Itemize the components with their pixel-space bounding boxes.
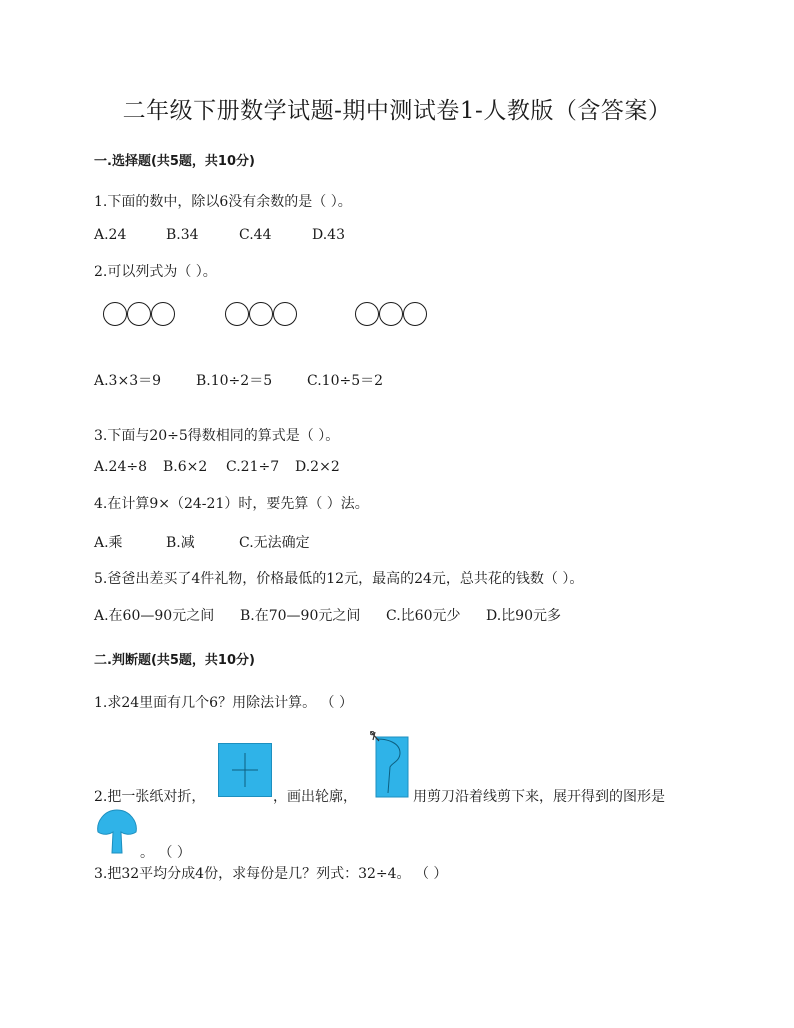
circle-shape [355, 302, 379, 326]
tree-shape-figure [94, 806, 140, 854]
q2-option-a: A.3×3＝9 [94, 373, 162, 389]
q1-option-d: D.43 [312, 227, 345, 243]
circle-group-2 [225, 302, 297, 326]
circle-shape [225, 302, 249, 326]
q5-option-a: A.在60—90元之间 [94, 608, 215, 624]
judgment-question-3: 3.把32平均分成4份，求每份是几？列式：32÷4。 （ ） [94, 866, 448, 882]
q4-option-a: A.乘 [94, 535, 123, 551]
circle-shape [249, 302, 273, 326]
page-title: 二年级下册数学试题-期中测试卷1-人教版（含答案） [122, 98, 672, 124]
question-2: 2.可以列式为（ ）。 [94, 264, 217, 280]
q3-option-b: B.6×2 [163, 459, 208, 475]
q3-option-d: D.2×2 [295, 459, 340, 475]
circle-shape [379, 302, 403, 326]
folded-paper-figure [218, 743, 272, 797]
q5-option-b: B.在70—90元之间 [240, 608, 361, 624]
question-3: 3.下面与20÷5得数相同的算式是（ ）。 [94, 428, 340, 444]
judgment-question-2-part1: 2.把一张纸对折， [94, 789, 206, 805]
circle-group-1 [103, 302, 175, 326]
judgment-question-1: 1.求24里面有几个6？用除法计算。 （ ） [94, 695, 353, 711]
question-5: 5.爸爸出差买了4件礼物，价格最低的12元，最高的24元，总共花的钱数（ ）。 [94, 571, 584, 587]
q3-option-a: A.24÷8 [94, 459, 148, 475]
q2-option-c: C.10÷5＝2 [307, 373, 384, 389]
circle-shape [403, 302, 427, 326]
circle-group-3 [355, 302, 427, 326]
q4-option-b: B.减 [166, 535, 195, 551]
q1-option-c: C.44 [239, 227, 272, 243]
circle-shape [273, 302, 297, 326]
q5-option-d: D.比90元多 [486, 608, 561, 624]
judgment-question-2-part2: ，画出轮廓， [273, 789, 357, 805]
question-4: 4.在计算9×（24-21）时，要先算（ ）法。 [94, 496, 369, 512]
judgment-question-2-end: 。 （ ） [140, 845, 191, 861]
question-1: 1.下面的数中，除以6没有余数的是（ ）。 [94, 194, 352, 210]
cut-outline-figure [370, 731, 410, 799]
section-heading-judgment: 二.判断题(共5题，共10分) [94, 653, 255, 668]
q1-option-a: A.24 [94, 227, 127, 243]
judgment-question-2-part3: 用剪刀沿着线剪下来，展开得到的图形是 [413, 789, 665, 805]
q1-option-b: B.34 [166, 227, 199, 243]
q4-option-c: C.无法确定 [239, 535, 310, 551]
section-heading-choice: 一.选择题(共5题，共10分) [94, 154, 255, 169]
circle-shape [103, 302, 127, 326]
circle-shape [127, 302, 151, 326]
q3-option-c: C.21÷7 [226, 459, 280, 475]
q5-option-c: C.比60元少 [386, 608, 461, 624]
q2-option-b: B.10÷2＝5 [196, 373, 273, 389]
circle-shape [151, 302, 175, 326]
